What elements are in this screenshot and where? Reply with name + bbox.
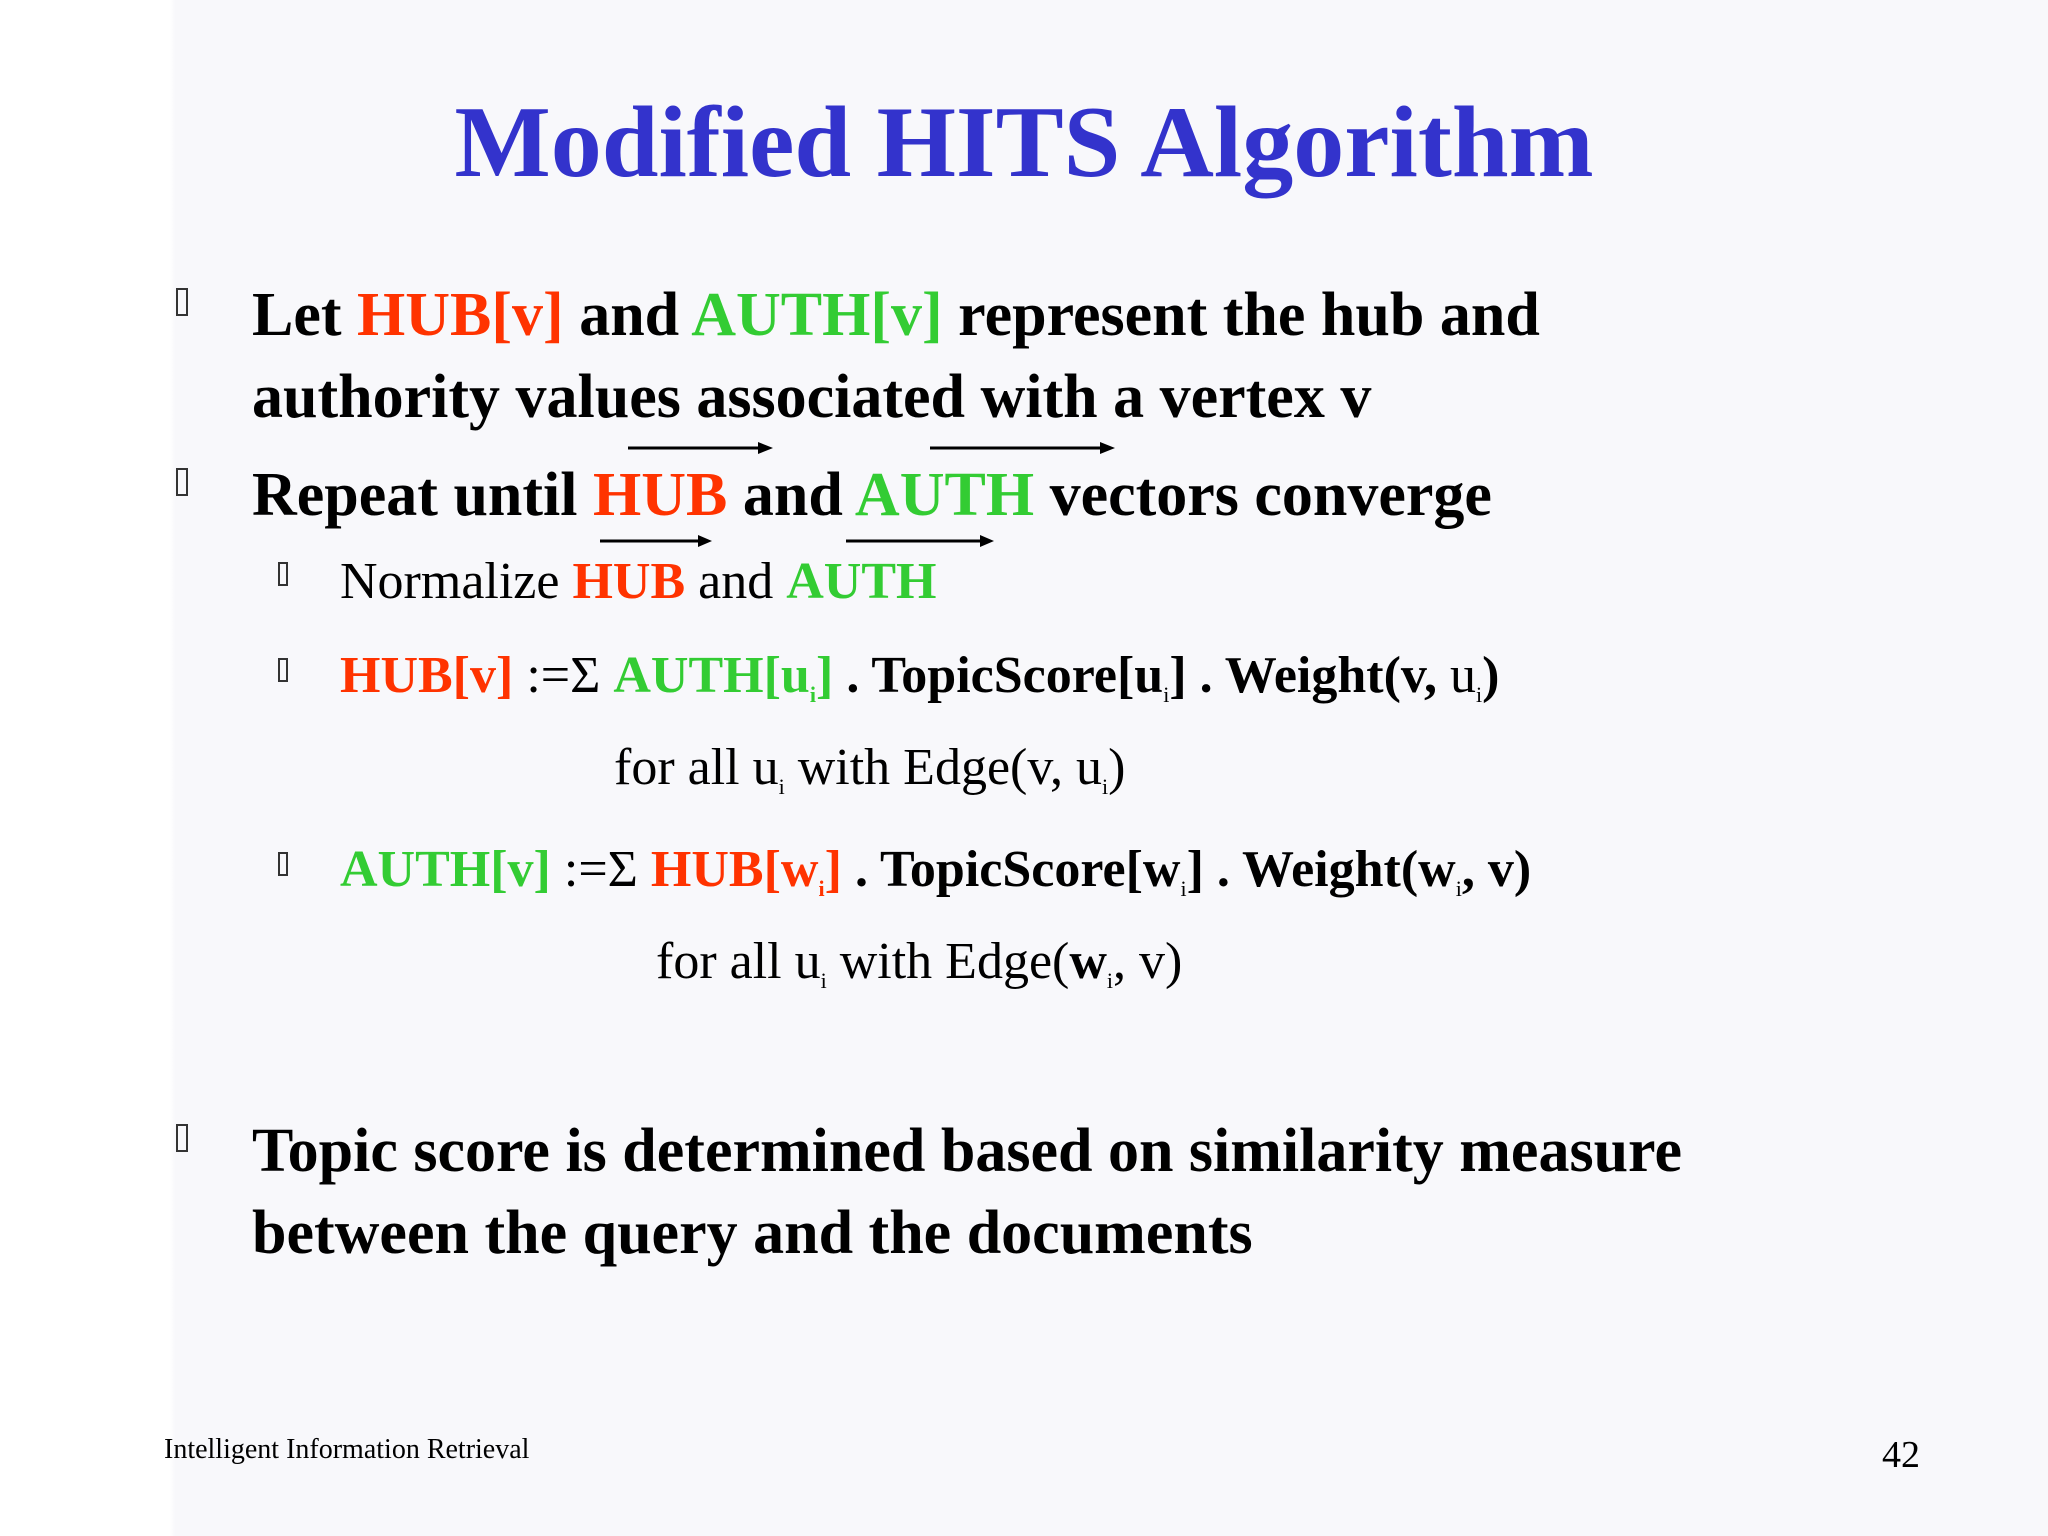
hub-w-term: $HUB[w_i]$: [650, 841, 842, 901]
weight-args: , v): [1461, 841, 1532, 898]
hub-v-term: HUB[v]: [357, 281, 564, 349]
square-bullet-icon: [278, 562, 288, 591]
bullet-3-line-1: Topic score is determined based on similarity measure: [252, 1117, 1682, 1185]
square-bullet-icon: [176, 1124, 188, 1158]
hub-v-term: HUB[v]: [340, 647, 514, 704]
u-arg: $u_i$: [1437, 647, 1483, 707]
topicscore-term: . TopicScore[u: [846, 647, 1164, 704]
w-sub: i: [1180, 876, 1187, 901]
and-text: and: [579, 281, 680, 349]
square-bullet-icon: [278, 852, 288, 881]
repeat-text: Repeat until: [252, 461, 578, 529]
close-paren: ): [1482, 647, 1500, 704]
u-sub: i: [1163, 682, 1170, 707]
assign-operator: :=: [563, 841, 608, 898]
hub-update-condition: for all $u_i$ with Edge(v, $u_i$): [614, 739, 1126, 799]
normalize-line: [340, 553, 937, 610]
right-arrow-icon: [600, 532, 712, 550]
square-bullet-icon: [176, 288, 188, 322]
and-text: and: [742, 461, 843, 529]
hub-update-formula: [340, 647, 1500, 707]
auth-vector-term: AUTH: [786, 553, 937, 610]
let-text: Let: [252, 281, 342, 349]
auth-v-term: AUTH[v]: [340, 841, 551, 898]
bullet-2-line: [252, 461, 1492, 529]
weight-term: ] . Weight(v,: [1169, 647, 1438, 704]
bullet-1-line-2: authority values associated with a vertex v: [252, 363, 1372, 431]
topicscore-term: . TopicScore[w: [854, 841, 1181, 898]
auth-update-formula: AUTH[v] :=Σ $HUB[w_i]$ . $TopicScore[w_i]$ . $Weight(w_i$, v): [340, 841, 1532, 901]
footer-course-title: Intelligent Information Retrieval: [164, 1434, 530, 1465]
slide-title: Modified HITS Algorithm: [454, 86, 1594, 199]
page-number: 42: [1882, 1434, 1920, 1476]
assign-operator: :=: [526, 647, 571, 704]
right-arrow-icon: [930, 438, 1115, 458]
represent-text: represent the hub and: [958, 281, 1540, 349]
auth-u-term: $AUTH[u_i]$: [613, 647, 834, 707]
auth-vector-term: AUTH: [854, 461, 1035, 529]
auth-update-condition: for all $u_i$ with $Edge(w_i$, v): [656, 933, 1183, 993]
right-arrow-icon: [628, 438, 773, 458]
converge-text: vectors converge: [1049, 461, 1492, 529]
hub-vector-term: HUB: [593, 461, 728, 529]
bullet-1-line-1: [252, 281, 1540, 349]
weight-term: ] . Weight(w: [1186, 841, 1456, 898]
normalize-text: Normalize: [340, 553, 560, 610]
square-bullet-icon: [176, 468, 188, 502]
right-arrow-icon: [846, 532, 994, 550]
bullet-3-line-2: between the query and the documents: [252, 1199, 1253, 1267]
and-text: and: [698, 553, 774, 610]
sigma-symbol: Σ: [607, 841, 638, 898]
square-bullet-icon: [278, 658, 288, 687]
sigma-symbol: Σ: [570, 647, 601, 704]
hub-vector-term: HUB: [572, 553, 686, 610]
auth-v-term: AUTH[v]: [691, 281, 943, 349]
